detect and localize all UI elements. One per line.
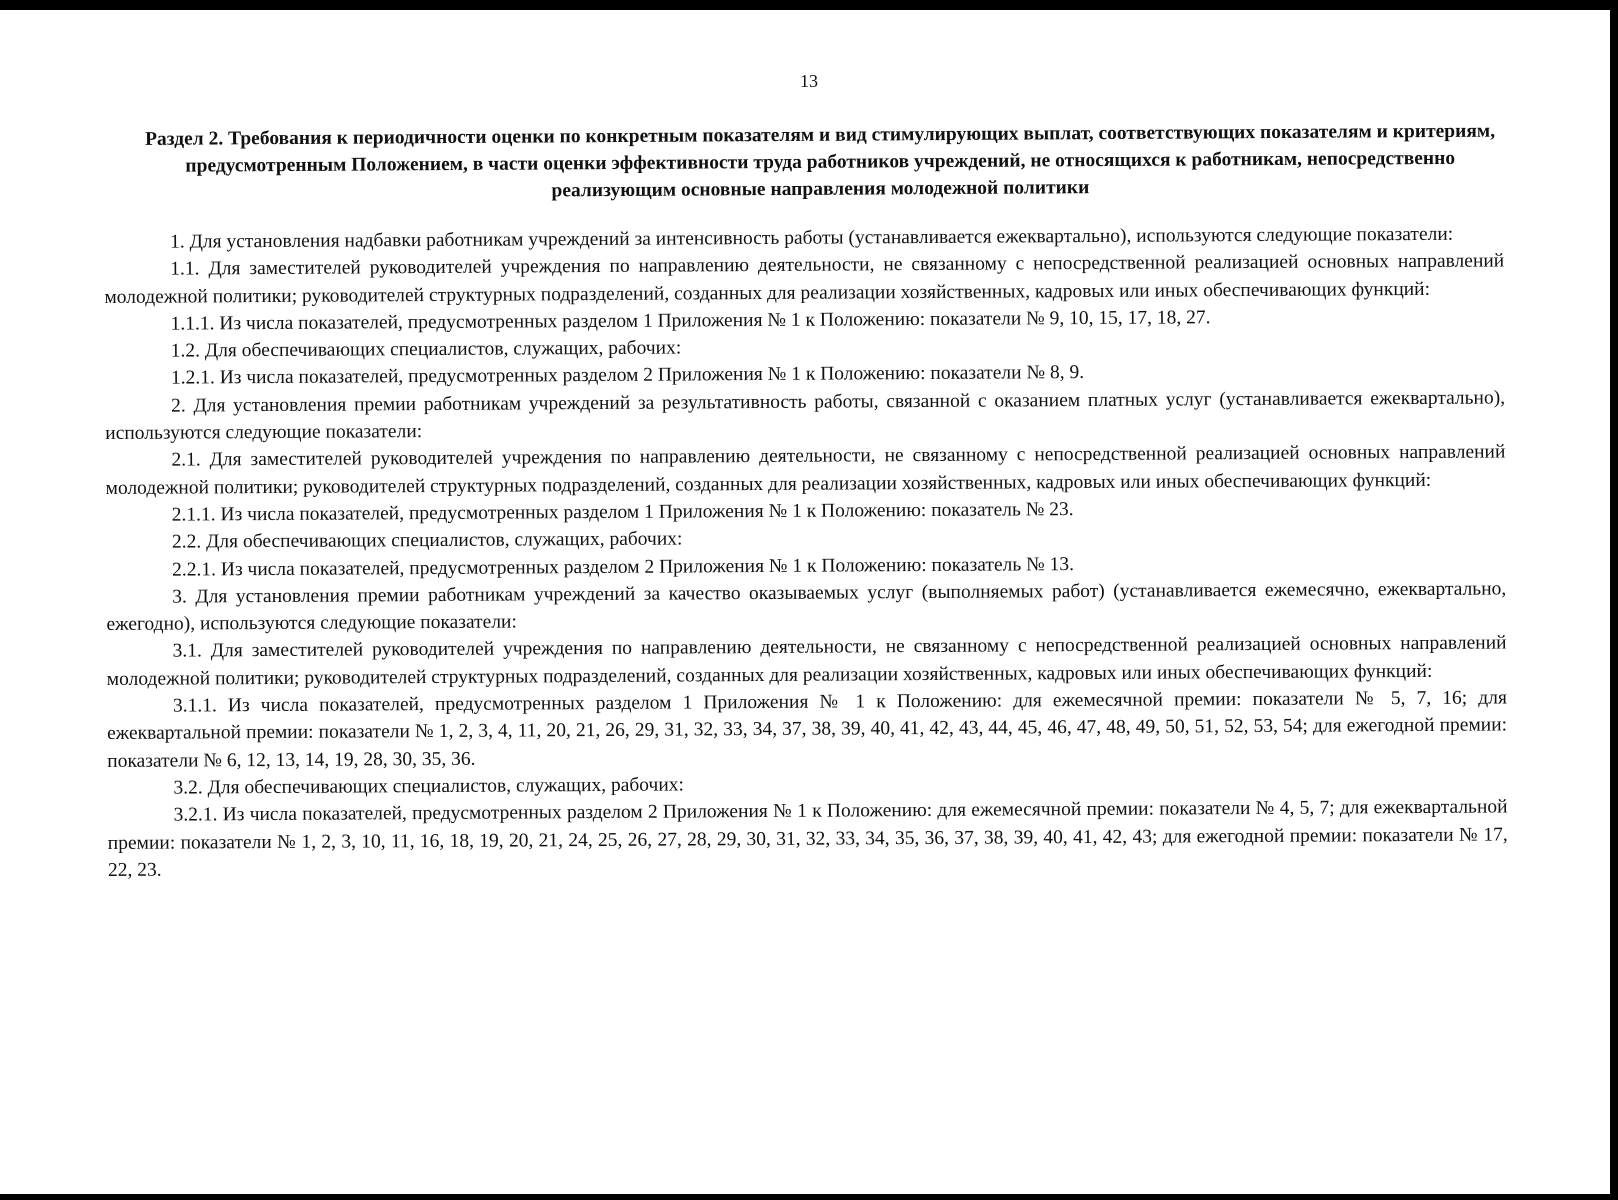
paragraph: 2.1.1. Из числа показателей, предусмотренных разделом 1 Приложения № 1 к Положению: показатель № 23. xyxy=(171,499,1074,526)
paragraph: 1.1. Для заместителей руководителей учреждения по направлению деятельности, не связанному с непосредственной реализацией основных направлений молодежной политики; руководителей структурных подразделений, созданных для реализации хозяйственных, кадровых или иных обеспечивающих функций: xyxy=(104,250,1505,308)
paragraph: 2.1. Для заместителей руководителей учреждения по направлению деятельности, не связанному с непосредственной реализацией основных направлений молодежной политики; руководителей структурных подразделений, созданных для реализации хозяйственных, кадровых или иных обеспечивающих функций: xyxy=(105,441,1506,499)
paragraph: 2. Для установления премии работникам учреждений за результативность работы, связанной с оказанием платных услуг (устанавливается ежеквартально), используются следующие показатели: xyxy=(105,387,1506,445)
page-number: 13 xyxy=(800,71,818,91)
paragraph: 3.1. Для заместителей руководителей учреждения по направлению деятельности, не связанному с непосредственной реализацией основных направлений молодежной политики; руководителей структурных подразделений, созданных для реализации хозяйственных, кадровых или иных обеспечивающих функций: xyxy=(106,632,1507,690)
paragraph: 1.1.1. Из числа показателей, предусмотренных разделом 1 Приложения № 1 к Положению: показатели № 9, 10, 15, 17, 18, 27. xyxy=(170,307,1211,335)
paragraph: 3. Для установления премии работникам учреждений за качество оказываемых услуг (выполняемых работ) (устанавливается ежемесячно, ежеквартально, ежегодно), используются следующие показатели: xyxy=(106,578,1507,636)
paragraph: 3.2.1. Из числа показателей, предусмотренных разделом 2 Приложения № 1 к Положению: для ежемесячной премии: показатели № 4, 5, 7; для ежеквартальной премии: показатели № 1, 2, 3, 10, 11, 16, 18, 19, 20, 21, 24, 25, 26, 27, 28, 29, 30, 31, 32, 33, 34, 35, 36, 37, 38, 39, 40, 41, 42, 43; для ежегодной премии: показатели № 17, 22, 23. xyxy=(107,796,1508,881)
paragraph: 1. Для установления надбавки работникам учреждений за интенсивность работы (устанавливается ежеквартально), используются следующие показатели: xyxy=(170,223,1454,253)
paragraph: 2.2.1. Из числа показателей, предусмотренных разделом 2 Приложения № 1 к Положению: показатель № 13. xyxy=(172,553,1074,581)
paragraph: 1.2.1. Из числа показателей, предусмотренных разделом 2 Приложения № 1 к Положению: показатели № 8, 9. xyxy=(170,362,1085,390)
paragraph: 3.2. Для обеспечивающих специалистов, служащих, рабочих: xyxy=(173,774,684,799)
body-text xyxy=(104,220,1508,884)
paragraph: 3.1.1. Из числа показателей, предусмотренных разделом 1 Приложения № 1 к Положению: для ежемесячной премии: показатели № 5, 7, 16; для ежеквартальной премии: показатели № 1, 2, 3, 4, 11, 20, 21, 26, 29, 31, 32, 33, 34, 37, 38, 39, 40, 41, 42, 43, 44, 45, 46, 47, 48, 49, 50, 51, 52, 53, 54; для ежегодной премии: показатели № 6, 12, 13, 14, 19, 28, 30, 35, 36. xyxy=(107,687,1508,772)
paragraph: 2.2. Для обеспечивающих специалистов, служащих, рабочих: xyxy=(171,528,683,553)
paragraph: 1.2. Для обеспечивающих специалистов, служащих, рабочих: xyxy=(170,337,682,362)
section-title: Раздел 2. Требования к периодичности оценки по конкретным показателям и вид стимулирующих выплат, соответствующих показателям и критериям, предусмотренным Положением, в части оценки эффективности труда работников учреждений, не относящихся к работникам, непосредственно реализующим основные направления молодежной политики xyxy=(144,120,1496,202)
